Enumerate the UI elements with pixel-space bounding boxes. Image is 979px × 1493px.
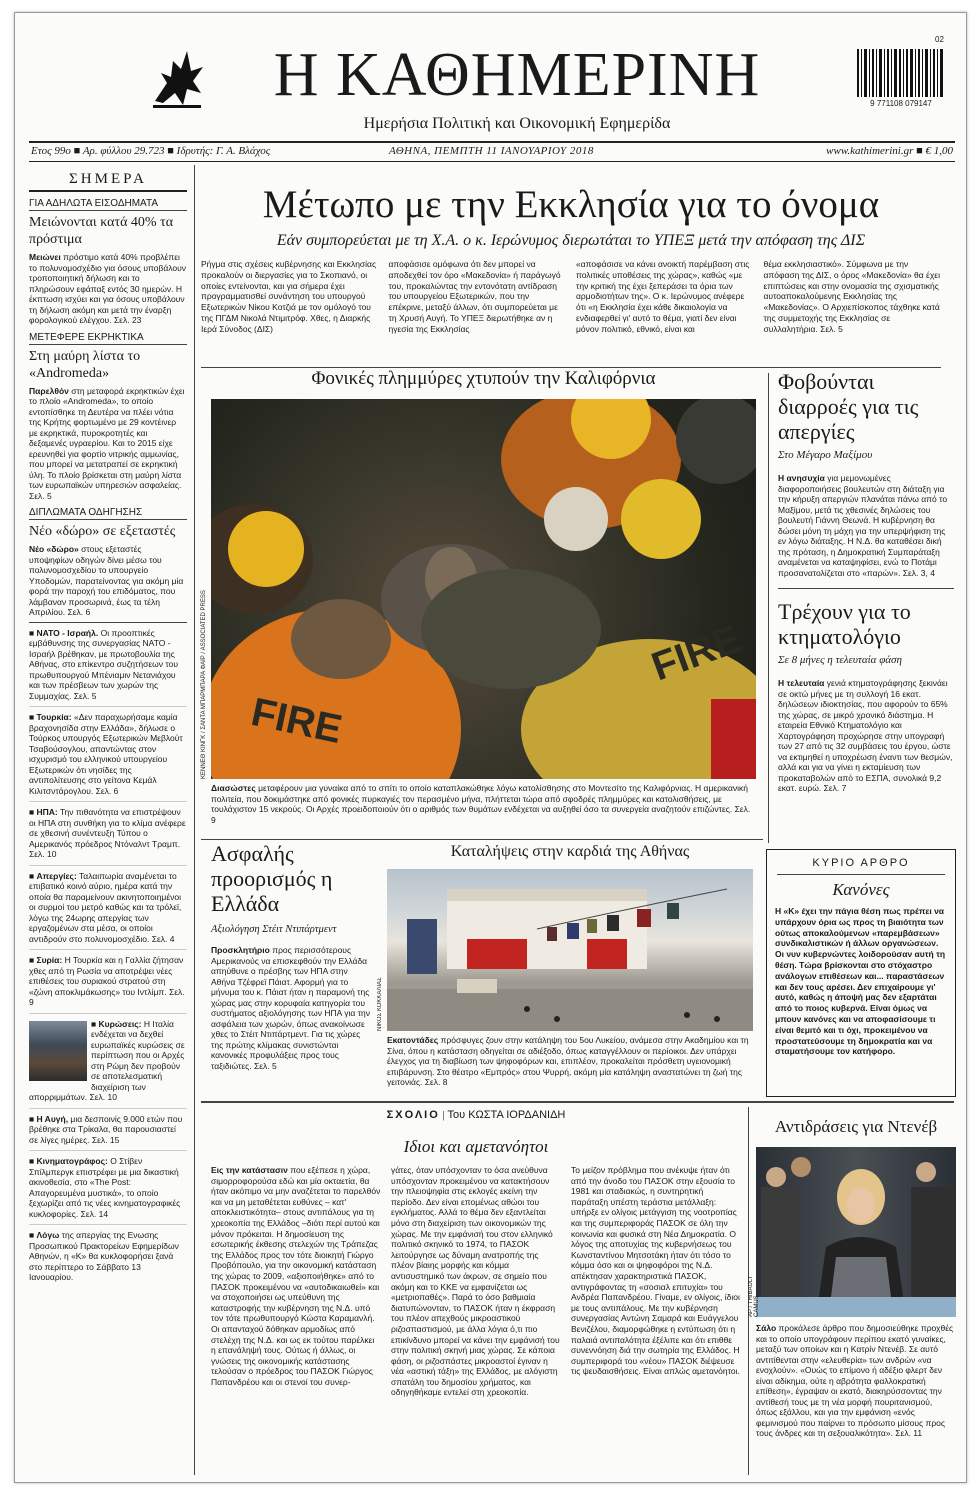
safe-headline: Ασφαλής προορισμός η Ελλάδα (211, 841, 333, 916)
info-bar (29, 141, 955, 162)
sxolio-headline: Ιδιοι και αμετανόητοι (403, 1137, 549, 1156)
sxolio-col2: γάτες, όταν υπόσχονταν το όσα ανεύθυνα υπόσχονταν προκειμένου να κατακτήσουν την πλειοψηφία στις εκλογές εκείνη την περίοδο. Δεν είναι επομένως αθώοι του εγκλήματος. Αλλά το θέμα δεν εξαντλείται μόνο στη διαχείριση των οικονομικών της χώρας. Με την εμφάνισή του στον ελληνικό πολιτικό σκηνικό το 1974, το ΠΑΣΟΚ λειτούργησε ως δύναμη ανατροπής της πλέον βίαιης μορφής και κόμμα αντισυστημικό των άκρων, σε σημείο που ακόμη και το ΚΚΕ να εμφανίζεται ως «μετριοπαθές». Παρά το όσο βαθμιαία διατυπώνονταν, το ΠΑΣΟΚ ήταν η έκφραση του πλέον απεχθούς μικροαστικού ριζοσπαστισμού, με άλλα λόγια ό,τι πιο επικίνδυνο μπορεί να κάνει την εμφάνισή του στην πολιτική σκηνή μιας χώρας. Σε κάποια φάση, οι ριζοσπάστες μικροαστοί έγιναν η νέα «αστική τάξη» της Ελλάδος, με αλόγιστη σπατάλη του δημοσίου χρήματος, και οδηγηθήκαμε εντελεί στη χρεοκοπία. (391, 1165, 560, 1398)
garbage-photo (29, 1021, 87, 1081)
left-divider (194, 165, 195, 1475)
masthead-title: Η ΚΑΘΗΜΕΡΙΝΗ (273, 41, 761, 109)
brief-turkey: ■ Τουρκία: «Δεν παραχωρήσαμε καμία βραχονησίδα στην Ελλάδα», δήλωσε ο Τούρκος υπουργός Εξωτερικών Μεβλούτ Τσαβούσογλου, απαντώντας στον ισχυρισμό του ελληνικού υπουργείου Εξωτερικών ότι νησίδες της αντιπολίτευσης στο γείτονα Κεμάλ Κιλιτσντάρογλου. Σελ. 6 (29, 712, 187, 802)
editorial-body: Η «Κ» έχει την πάγια θέση πως πρέπει να υπάρχουν όρια ως προς τη βιαιότητα των ούτως αποκαλούμενων «παρεμβάσεων» συνδικαλιστικών ή άλλων οργανώσεων. Οι νυν κυβερνώντες λοιδορούσαν αυτή τη θέση. Τώρα βρίσκονται στο στόχαστρο ανάλογων επιθέσεων και... παραστάσεων και δεν τους αρέσει. Δεν επιχαίρουμε γι' αυτό, καθώς η άποψή μας δεν εξαρτάται από το ποιος κυβερνά. Είναι όμως να μπουν κανόνες και να αποφασίσουμε τι είναι θεμιτό και τι όχι, προκειμένου να προστατεύσουμε τη δημοκρατία και να σταματήσουμε τον κατήφορο. (775, 906, 946, 1057)
safe-body: Προσκλητήριο προς περισσότερους Αμερικανούς να επισκεφθούν την Ελλάδα απηύθυνε ο πρέσβης των ΗΠΑ στην Αθήνα Τζέφρεϊ Πάιατ. Αφορμή για το μήνυμα του κ. Πάιατ ήταν η παραμονή της χώρας μας στην κορυφαία κατηγορία του συστήματος αξιολόγησης των ΗΠΑ για την ασφάλεια των χωρών, όπως ανακοίνωσε χθες το Στέιτ Ντιπάρτμεντ. Για τις χώρες της πρώτης κλίμακας συνιστώνται κανονικές προφυλάξεις προς τους ταξιδιώτες. Σελ. 5 (211, 945, 370, 1071)
occupations-photo-credit: ΝΙΚΟΣ ΚΟΚΚΑΛΙΑΣ (377, 977, 383, 1031)
mid-rule (201, 839, 763, 840)
brief-avgi: ■ Η Αυγή, μια δεσποινίς 9.000 ετών που βρέθηκε στα Τρίκαλα, θα παρουσιαστεί σε λίγες ημέρες. Σελ. 15 (29, 1114, 187, 1152)
story2-title: Στη μαύρη λίστα το «Andromeda» (29, 348, 141, 381)
deneuve-photo (756, 1147, 956, 1317)
sxolio-label-line: ΣΧΟΛΙΟ | Του ΚΩΣΤΑ ΙΟΡΔΑΝΙΔΗ (386, 1109, 566, 1121)
lower-rule (201, 1101, 954, 1103)
website-price: www.kathimerini.gr ■ € 1,00 (826, 145, 953, 157)
california-rescue-photo (211, 399, 756, 779)
brief-strikes: ■ Απεργίες: Ταλαιπωρία αναμένεται το επιβατικό κοινό αύριο, ημέρα κατά την οποία θα παραμείνουν ακινητοποιημένοι οι συρμοί του μετρό καθώς και τα τρόλεϊ, λόγω της 24ωρης απεργίας των εργαζομένων στα μέσα, οι οποίοι αντιδρούν στο πολυνομοσχέδιο. Σελ. 4 (29, 871, 187, 951)
editorial-kicker: ΚΥΡΙΟ ΑΡΘΡΟ (812, 857, 910, 869)
issue-code: 02 (935, 35, 944, 44)
story1-body: Μειώνει πρόστιμο κατά 40% προβλέπει το πολυνομοσχέδιο για όσους υποβάλουν τροποποιητική δήλωση και το πληρώσουν εφάπαξ εντός 30 ημερών. Η έκπτωση ισχύει και για όσους υποβάλουν τη δήλωση ακόμη και μετά την έναρξη φορολογικού ελέγχου. Σελ. 23 (29, 252, 187, 325)
sxolio-author: Του ΚΩΣΤΑ ΙΟΡΔΑΝΙΔΗ (447, 1109, 566, 1121)
main-col1: Ρήγμα στις σχέσεις κυβέρνησης και Εκκλησίας προκαλούν οι διεργασίες για το Σκοπιανό, οι οποίες εντείνονται, και για σήμερα έχει προγραμματισθεί συνάντηση του υπουργού Εξωτερικών Νίκου Κοτζιά με τον ομόλογό του της ΠΓΔΜ Νικολά Ντιμιτρόφ. Χθες, η Διαρκής Ιερά Σύνοδος (ΔΙΣ) (201, 259, 377, 334)
newspaper-page (14, 12, 967, 1483)
main-deck: Εάν συμπορεύεται με τη Χ.Α. ο κ. Ιερώνυμος διερωτάται το ΥΠΕΞ μετά την απόφαση της ΔΙΣ (276, 232, 866, 249)
story1-title: Μειώνονται κατά 40% τα πρόστιμα (29, 215, 174, 247)
brief-nato: ■ ΝΑΤΟ - Ισραήλ. Οι προοπτικές εμβάθυνσης της συνεργασίας ΝΑΤΟ - Ισραήλ βρέθηκαν, με πρωτοβουλία της Αθήνας, στο επίκεντρο συζητήσεων του πρωθυπουργού Μπένιαμιν Νετανιάχου και των πρέσβεων των χωρών της Συμμαχίας. Σελ. 5 (29, 628, 187, 708)
safe-deck: Αξιολόγηση Στέιτ Ντιπάρτμεντ (211, 924, 337, 935)
strikes-body: Η ανησυχία για μεμονωμένες διαφοροποιήσεις βουλευτών στη διάταξη για την κήρυξη απεργιών πλανάται πάνω από το Μαξίμου, μετά τις χθεσινές δηλώσεις του βουλευτή Γιάννη Θεωνά. Η κυβέρνηση θα δώσει μόνη τη μάχη για την υπερψήφιση της εν λόγω διάταξης. Η Ν.Δ. θα καταθέσει δική της πρόταση, η Δημοκρατική Συμπαράταξη αναμένεται να καταψηφίσει, ενώ το Ποτάμι προσανατολίζεται στο «παρών». Σελ. 3, 4 (778, 473, 948, 578)
cadastre-body: Η τελευταία γενιά κτηματογράφησης ξεκινάει σε οκτώ μήνες με τη συλλογή 16 εκατ. δηλώσεων ιδιοκτησίας, που αφορούν το 65% της χώρας, σε μικρό χρονικό διάστημα. Η εταιρεία Εθνικό Κτηματολόγιο και Χαρτογράφηση προχώρησε στην υπογραφή των 27 από τις 32 συμβάσεις του έργου, ώστε να εκτιμηθεί η υποχρέωση έναντι των θεσμών, αλλά και για να γίνει η εκταμίευση των προκαταβολών από το ΕΣΠΑ, συνολικά 9,2 εκατ. ευρώ. Σελ. 7 (778, 678, 953, 793)
griffin-logo-icon (147, 43, 209, 115)
main-col2: αποφάσισε ομόφωνα ότι δεν μπορεί να αποδεχθεί τον όρο «Μακεδονία» ή παράγωγό του, προκαλώντας την εντονότατη αντίδραση του υπουργείου Εξωτερικών, που την επέκρινε, μεταξύ άλλων, ότι συμπορεύεται με τη Χρυσή Αυγή. Το ΥΠΕΞ διερωτήθηκε αν η ηγεσία της Εκκλησίας (388, 259, 561, 334)
california-photo-credit: ΚΕΝΝΕΘ ΚΙΝΓΚ / ΣΑΝΤΑ ΜΠΑΡΜΠΑΡΑ ΦΑΪΡ / ASSOCIATED PRESS (201, 590, 207, 779)
editorial-box (766, 849, 956, 1097)
story2-body: Παρελθόν στη μεταφορά εκρηκτικών έχει το πλοίο «Andromeda», το οποίο εντοπίσθηκε τη Δευτέρα να πλέει νότια της Κρήτης φορτωμένο με 29 κοντέινερ με εκρηκτικά, πυροκροτητές και δεξαμενές υγραερίου. Και το 2015 είχε ερευνηθεί για φορτίο νιτρικής αμμωνίας, που μπορεί να μετατραπεί σε εκρηκτική ύλη. Το πλοίο βρίσκεται στη μαύρη λίστα των ευρωπαϊκών υπηρεσιών ασφαλείας. Σελ. 5 (29, 385, 185, 501)
right-column (778, 369, 954, 794)
brief-usa: ■ ΗΠΑ: Την πιθανότητα να επιστρέψουν οι ΗΠΑ στη συνθήκη για το κλίμα ανέφερε σε χθεσινή συνέντευξη Τύπου ο Αμερικανός πρόεδρος Ντόναλντ Τραμπ. Σελ. 10 (29, 807, 187, 866)
main-headline: Μέτωπο με την Εκκλησία για το όνομα (262, 183, 880, 226)
story1-label: ΓΙΑ ΑΔΗΛΩΤΑ ΕΙΣΟΔΗΜΑΤΑ (29, 198, 187, 211)
main-story-body (201, 259, 941, 335)
occupations-caption: Εκατοντάδες πρόσφυγες ζουν στην κατάληψη του 5ου Λυκείου, ανάμεσα στην Ακαδημίου και τη Σίνα, όπου η κατάσταση οδηγείται σε αδιέξοδο, όπως καταγγέλλουν οι περίοικοι. Δεν υπάρχει έλεγχος για τη διαβίωση των ψηφοφόρων και, επιπλέον, προκαλείται πρόσθετη υγειονομική επιβάρυνση. Στο θέατρο «Εμπρός» στου Ψυρρή, ακόμη μία κατάληψη αναστατώνει τη ζωή της γειτονιάς. Σελ. 8 (387, 1035, 749, 1087)
today-header: ΣΗΜΕΡΑ (29, 165, 187, 192)
story2-label: ΜΕΤΕΦΕΡΕ ΕΚΡΗΚΤΙΚΑ (29, 332, 187, 345)
story3-label: ΔΙΠΛΩΜΑΤΑ ΟΔΗΓΗΣΗΣ (29, 507, 187, 520)
cadastre-headline: Τρέχουν για το κτηματολόγιο (778, 599, 911, 649)
story3-body: Νέο «δώρο» στους εξεταστές υποψηφίων οδηγών δίνει μέσω του πολυνομοσχεδίου το υπουργείο Υποδομών, παρατείνοντας για ακόμη μία φορά την παροχή του επιδόματος, που λάμβαναν προσωρινά, έως τα τέλη Απριλίου. Σελ. 6 (29, 544, 187, 623)
occupations-headline: Καταλήψεις στην καρδιά της Αθήνας (450, 843, 690, 860)
strikes-headline: Φοβούνται διαρροές για τις απεργίες (778, 369, 919, 444)
sxolio-col3: Το μείζον πρόβλημα που ανέκυψε ήταν ότι από την άνοδο του ΠΑΣΟΚ στην εξουσία το 1981 και σταδιακώς, η συντηρητική παράταξη υπέστη τεράστια μετάλλαξη: υπήρξε εν ολίγοις μετάγγιση της νοοτροπίας και της συμπεριφοράς ΠΑΣΟΚ σε όλη την κοινωνία και φυσικά στη Νέα Δημοκρατία. Ο λόγος της αποτυχίας της κυβερνήσεως του Κωνσταντίνου Μητσοτάκη ήταν ότι τόσο το κόμμα όσο και οι ψηφοφόροι της Ν.Δ. απέκτησαν χαρακτηριστικά ΠΑΣΟΚ, αντιγράφοντας τη «σοσιαλ επιτυχία» του Ανδρέα Παπανδρέου. Γίναμε, εν ολίγοις, ίδιοι με τους αντιπάλους. Με την κυβέρνηση συνεργασίας Αντώνη Σαμαρά και Ευάγγελου Βενιζέλου, διαμορφώθηκε η εντύπωση ότι η παλαιά αντιπαλότητα έξέλιπε και ότι επιθθε συνεννόηση διά την σωτηρία της Ελλάδος. Η συμπεριφορά του «νέου» ΠΑΣΟΚ διέψευσε τις ψευδαισθήσεις. Είναι απλώς αμετανόητοι. (571, 1165, 740, 1377)
fire-jacket-text-2: FIRE (247, 690, 346, 753)
editorial-rule (777, 874, 945, 875)
deneuve-headline: Αντιδράσεις για Ντενέβ (774, 1117, 938, 1136)
right-rule (778, 588, 954, 589)
strikes-deck: Στο Μέγαρο Μαξίμου (778, 449, 873, 461)
sxolio-label: ΣΧΟΛΙΟ (386, 1109, 440, 1121)
editorial-headline: Κανόνες (832, 880, 890, 899)
deneuve-photo-credit: AP / THIBAULT CAMUS (748, 1275, 760, 1317)
right-divider (768, 373, 769, 843)
barcode-number: 9 771108 079147 (870, 99, 932, 108)
barcode (855, 49, 947, 97)
fire-jacket-text: FIRE (646, 616, 747, 690)
issue-info: Ετος 99ο ■ Αρ. φύλλου 29.723 ■ Ιδρυτής: Γ. Α. Βλάχος (31, 145, 271, 157)
california-headline: Φονικές πλημμύρες χτυπούν την Καλιφόρνια (311, 368, 656, 389)
california-caption: Διασώστες μεταφέρουν μια γυναίκα από το σπίτι το οποίο καταπλακώθηκε λόγω κατολίσθησης στο Μοντεσίτο της Καλιφόρνιας. Η αμερικανική πολιτεία, που δοκιμάστηκε από φονικές πυρκαγιές τον περασμένο μήνα, πλήττεται τώρα από σφοδρές πλημμύρες και κατολισθήσεις, με τουλάχιστον 15 νεκρούς. Οι Αρχές προειδοποιούν ότι ο αριθμός των θυμάτων ενδέχεται να αυξηθεί όσο τα συνεργεία αναζητούν επιζώντες. Σελ. 9 (211, 783, 751, 825)
left-column (29, 165, 187, 1288)
date-line: ΑΘΗΝΑ, ΠΕΜΠΤΗ 11 ΙΑΝΟΥΑΡΙΟΥ 2018 (389, 145, 594, 157)
occupied-school-photo (387, 869, 753, 1031)
main-col3: «αποφάσισε να κάνει ανοικτή παρέμβαση στις πολιτικές υποθέσεις της χώρας», καθώς «με την κριτική της έχει ξεπεράσει τα όρια των αρμοδιοτήτων της». Ο κ. Ιερώνυμος ανέφερε ότι «η Εκκλησία έχει κάθε δικαιολογία να ενδιαφερθεί γι' αυτό το θέμα, γιατί δεν είναι μόνον πολιτικό, εθνικό, είναι και (576, 259, 750, 334)
masthead-subtitle: Ημερήσια Πολιτική και Οικονομική Εφημερίδα (363, 115, 671, 132)
brief-sanctions: ■ Κυρώσεις: Η Ιταλία ενδέχεται να δεχθεί ευρωπαϊκές κυρώσεις σε περίπτωση που οι Αρχές στη Ρώμη δεν προβούν σε αποτελεσματική διαχείριση των απορριμμάτων. Σελ. 10 (29, 1019, 187, 1109)
sxolio-col1: Εις την κατάστασιν που εξέπεσε η χώρα, σιμορροφορούσα εδώ και μία οκταετία, θα ήταν ακόπιμο να μην αναζέτεται το παρελθόν και να μη μεταθέτεται ευθύνες – κατ' αποκλειστικότητα– στους αντιπάλους για τη χρεοκοπία της Ελλάδος –διότι περί αυτού και μόνον πρόκειται. Η δημοσίευση της εσωτερικής έκθεσης στελεχών της Τράπεζας της Ελλάδος προς τον τότε διοικητή Γιώργο Προβόπουλο, για την οικονομική κατάσταση της χώρας το 2009, «αξιοποιήθηκε» από το ΠΑΣΟΚ προκειμένου να «αυτοδικαιωθεί» και να στοχοποιήσει ως υπεύθυνη της καταστροφής την κυβέρνηση της Ν.Δ. υπό τον τότε πρωθυπουργό Κώστα Καραμανλή. Οι απανταχού δόθηκαν αρμοδίως από στελέχη της Ν.Δ. και ως εκ τούτου παρέλκει η επανάληψή τους. Ούτως ή άλλως, οι γνώσεις της οικονομικής κατάστασης τελούσαν ο πρόεδρος του ΠΑΣΟΚ Γιώργος Παπανδρέου και οι στενοί του συνερ- (211, 1165, 381, 1387)
safe-destination (211, 841, 371, 1071)
brief-syria: ■ Συρία: Η Τουρκία και η Γαλλία ζήτησαν χθες από τη Ρωσία να αποτρέψει νέες επιθέσεις του συριακού στρατού στη «ζώνη αποκλιμάκωσης» του Ιντλίμπ. Σελ. 9 (29, 955, 187, 1014)
main-col4: θέμα εκκλησιαστικό». Σύμφωνα με την απόφαση της ΔΙΣ, ο όρος «Μακεδονία» θα έχει επιπτώσεις και στην ονομασία της σχισματικής αυτοαποκαλούμενης Εκκλησίας της «Μακεδονίας». Ο Αρχιεπίσκοπος τάχθηκε κατά της συμμετοχής της Εκκλησίας σε συλλαλητήρια. Σελ. 5 (763, 259, 940, 334)
brief-strike-notice: ■ Λόγω της απεργίας της Ενωσης Προσωπικού Πρακτορείων Εφημερίδων Αθηνών, η «Κ» θα κυκλοφορήσει ξανά στο περίπτερο το Σάββατο 13 Ιανουαρίου. (29, 1230, 179, 1282)
story3-title: Νέο «δώρο» σε εξεταστές (29, 524, 176, 539)
brief-cinema: ■ Κινηματογράφος: Ο Στίβεν Σπίλμπεργκ επιστρέφει με μια δικαστική ακινοθεσία, στο «The Post: Απαγορευμένα μυστικά», το οποίο ξεχωρίζει από τις νέες κινηματογραφικές κυκλοφορίες. Σελ. 14 (29, 1156, 187, 1225)
cadastre-deck: Σε 8 μήνες η τελευταία φάση (778, 654, 902, 666)
sxolio-body (211, 1165, 741, 1398)
deneuve-caption: Σάλο προκάλεσε άρθρο που δημοσιεύθηκε προχθές και το οποίο υπογράφουν περίπου εκατό γυναίκες, μεταξύ των οποίων και η Κατρίν Ντενέβ. Σε αυτό αντιτίθενται στην «ελευθερία» των ανδρών «να ενοχλούν». «Ουώς το επίμονο ή αδέξιο φλερτ δεν είναι αδίκημα, ούτε η αβρότητα φαλλοκρατική επίθεση», έγραψαν οι εκατό, διακηρύσσοντας την αντίθεσή τους με τη νέα μορφή πουριτανισμού, όπως εξάλλου, και για την εμφάνιση «ενός φεμινισμού που παίρνει το πρόσωπο μίσους προς τους άνδρες και τη σεξουαλικότητα». Σελ. 11 (756, 1323, 954, 1438)
